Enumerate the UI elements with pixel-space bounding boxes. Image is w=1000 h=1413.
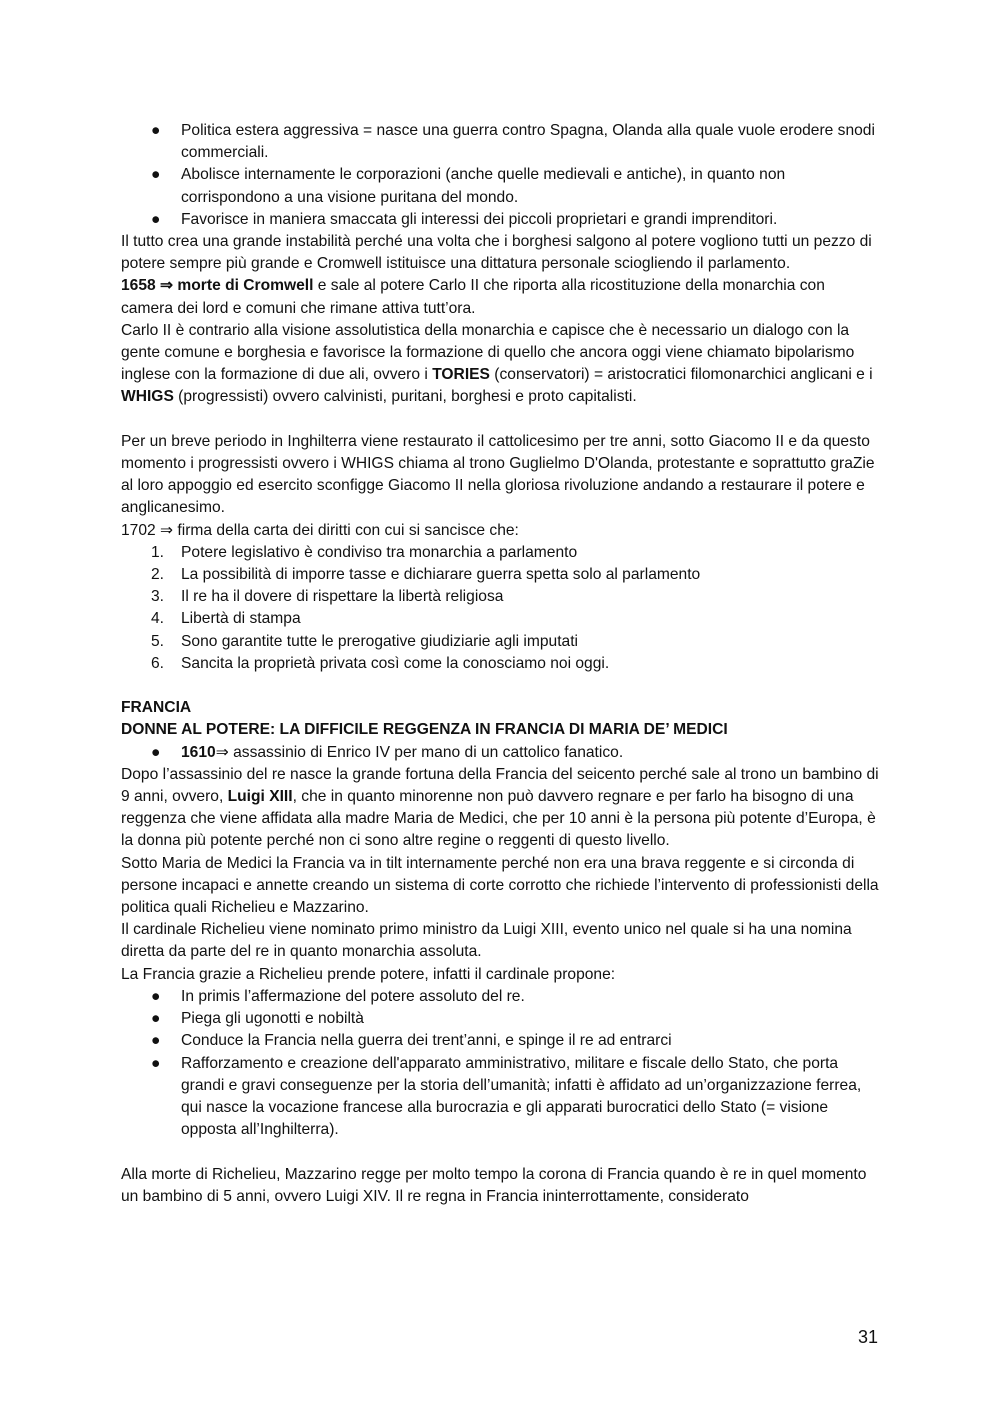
list-item	[121, 1008, 881, 1030]
list-item-text: Sono garantite tutte le prerogative giudiziarie agli imputati	[181, 632, 579, 650]
blank-line	[121, 1141, 881, 1163]
list-number: 1.	[151, 543, 165, 561]
list-item-text: Sancita la proprietà privata così come la conosciamo noi oggi.	[181, 654, 610, 672]
list-item-text: Abolisce internamente le corporazioni (anche quelle medievali e antiche), in quanto non corrispondono a una visione puritana del mondo.	[181, 166, 786, 206]
blank-line	[121, 409, 881, 431]
list-item	[121, 164, 881, 208]
bullet-marker: ●	[151, 210, 161, 228]
list-item	[121, 1053, 881, 1142]
paragraph: Il cardinale Richelieu viene nominato primo ministro da Luigi XIII, evento unico nel quale si ha una nomina diretta da parte del re in quanto monarchia assoluta.	[121, 921, 852, 961]
list-item	[121, 653, 881, 675]
bold-text: 1610	[181, 743, 216, 761]
paragraph-text: Dopo l’assassinio del re nasce la grande fortuna della Francia del seicento perché sale al trono un bambino di 9 anni, ovvero,	[121, 765, 879, 806]
numbered-list-rights	[121, 542, 881, 675]
paragraph	[121, 320, 881, 409]
list-item	[121, 742, 881, 764]
list-item-text: Il re ha il dovere di rispettare la libertà religiosa	[181, 588, 504, 606]
bold-text: Luigi XIII	[227, 788, 293, 806]
list-item-text: Favorisce in maniera smaccata gli interessi dei piccoli proprietari e grandi imprenditori.	[181, 210, 778, 228]
list-item	[121, 631, 881, 653]
list-number: 5.	[151, 632, 165, 650]
paragraph: Per un breve periodo in Inghilterra viene restaurato il cattolicesimo per tre anni, sotto Giacomo II e da questo momento i progressisti ovvero i WHIGS chiama al trono Guglielmo D'Olanda, protestante e soprattutto graZie al loro appoggio ed esercito sconfigge Giacomo II nella gloriosa rivoluzione andando a restaurare il potere e anglicanesimo.	[121, 432, 875, 517]
list-item-text: Politica estera aggressiva = nasce una guerra contro Spagna, Olanda alla quale vuole erodere snodi commerciali.	[181, 122, 875, 162]
list-item-text: Potere legislativo è condiviso tra monarchia a parlamento	[181, 543, 578, 561]
bullet-marker: ●	[151, 1032, 161, 1050]
bullet-marker: ●	[151, 743, 161, 761]
list-number: 3.	[151, 588, 165, 606]
paragraph-text: (conservatori) = aristocratici filomonarchici anglicani e i	[489, 366, 873, 384]
list-item	[121, 564, 881, 586]
paragraph: 1702 ⇒ firma della carta dei diritti con cui si sancisce che:	[121, 521, 519, 539]
list-item-text: ⇒ assassinio di Enrico IV per mano di un cattolico fanatico.	[215, 743, 624, 761]
paragraph	[121, 275, 881, 319]
bullet-marker: ●	[151, 122, 161, 139]
section-subheading	[121, 719, 881, 741]
bold-text: 1658 ⇒ morte di Cromwell	[121, 277, 314, 295]
heading-text: DONNE AL POTERE: LA DIFFICILE REGGENZA IN FRANCIA DI MARIA DE’ MEDICI	[121, 721, 728, 739]
list-item-text: Rafforzamento e creazione dell'apparato amministrativo, militare e fiscale dello Stato, che porta grandi e gravi conseguenze per la storia dell’umanità; infatti è affidato ad un’organizzazione ferrea, qui nasce la vocazione francese alla burocrazia e gli apparati burocratici dello Stato (= visione opposta all’Inghilterra).	[181, 1054, 862, 1139]
list-number: 4.	[151, 610, 165, 628]
list-item	[121, 120, 881, 164]
paragraph: Il tutto crea una grande instabilità perché una volta che i borghesi salgono al potere vogliono tutti un pezzo di potere sempre più grande e Cromwell istituisce una dittatura personale sciogliendo il parlamento.	[121, 233, 872, 273]
list-item	[121, 209, 881, 231]
list-item	[121, 1030, 881, 1052]
list-item-text: In primis l’affermazione del potere assoluto del re.	[181, 987, 525, 1005]
paragraph-text: Carlo II è contrario alla visione assolutistica della monarchia e capisce che è necessario un dialogo con la gente comune e borghesia e favorisce la formazione di quello che ancora oggi viene chiamato bipolarismo inglese con la formazione di due ali, ovvero i	[121, 321, 855, 384]
heading-text: FRANCIA	[121, 699, 192, 717]
paragraph-text: , che in quanto minorenne non può davvero regnare e per farlo ha bisogno di una reggenza che viene affidata alla madre Maria de Medici, che per 10 anni è la persona più potente d’Europa, è la donna più potente perché non ci sono altre regine o reggenti di questo livello.	[121, 788, 876, 850]
list-item-text: Libertà di stampa	[181, 610, 301, 628]
list-item	[121, 986, 881, 1008]
list-item	[121, 586, 881, 608]
document-page	[121, 120, 881, 1208]
paragraph-text: e sale al potere Carlo II che riporta alla ricostituzione della monarchia con camera dei lord e comuni che rimane attiva tutt’ora.	[121, 277, 825, 317]
paragraph: La Francia grazie a Richelieu prende potere, infatti il cardinale propone:	[121, 965, 616, 983]
paragraph-text: (progressisti) ovvero calvinisti, puritani, borghesi e proto capitalisti.	[173, 388, 637, 406]
bullet-marker: ●	[151, 1010, 161, 1028]
blank-line	[121, 675, 881, 697]
list-number: 2.	[151, 566, 165, 584]
bullet-marker: ●	[151, 166, 161, 184]
page-number: 31	[857, 1327, 878, 1347]
bullet-marker: ●	[151, 987, 161, 1005]
bullet-list-1610	[121, 742, 881, 764]
list-item-text: Conduce la Francia nella guerra dei trent’anni, e spinge il re ad entrarci	[181, 1032, 672, 1050]
list-item	[121, 542, 881, 564]
paragraph	[121, 764, 881, 853]
list-number: 6.	[151, 654, 165, 672]
bullet-list-england	[121, 120, 881, 231]
list-item	[121, 608, 881, 630]
list-item-text: Piega gli ugonotti e nobiltà	[181, 1010, 364, 1028]
section-heading	[121, 697, 881, 719]
paragraph: Sotto Maria de Medici la Francia va in tilt internamente perché non era una brava reggente e si circonda di persone incapaci e annette creando un sistema di corte corrotto che richiede l’intervento di professionisti della politica quali Richelieu e Mazzarino.	[121, 854, 879, 917]
bullet-list-richelieu	[121, 986, 881, 1141]
list-item-text: La possibilità di imporre tasse e dichiarare guerra spetta solo al parlamento	[181, 566, 701, 584]
bold-text: WHIGS	[121, 388, 174, 406]
bold-text: TORIES	[432, 366, 490, 384]
paragraph: Alla morte di Richelieu, Mazzarino regge per molto tempo la corona di Francia quando è re in quel momento un bambino di 5 anni, ovvero Luigi XIV. Il re regna in Francia ininterrottamente, considerato	[121, 1165, 867, 1205]
bullet-marker: ●	[151, 1054, 161, 1072]
